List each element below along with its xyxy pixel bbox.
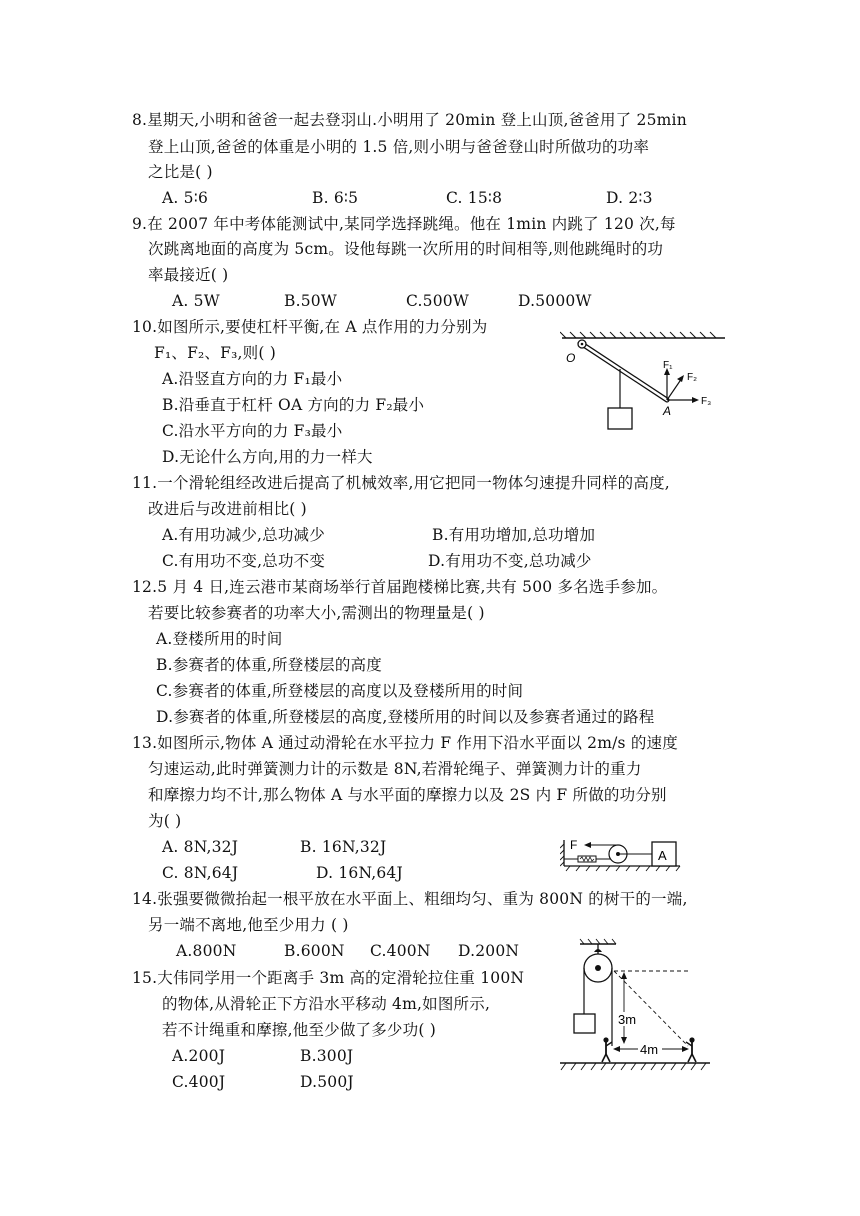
q14-line2: 另一端不离地,他至少用力 ( ) — [148, 916, 349, 934]
q9-option-d: D.5000W — [518, 292, 592, 310]
q12-option-b: B.参赛者的体重,所登楼层的高度 — [156, 656, 382, 674]
q15-option-c: C.400J — [172, 1073, 226, 1091]
q15-option-d: D.500J — [300, 1073, 354, 1091]
q15-fig-label-height: 3m — [618, 1012, 637, 1027]
q13-line2: 匀速运动,此时弹簧测力计的示数是 8N,若滑轮绳子、弹簧测力计的重力 — [148, 760, 642, 778]
q13-fig-label-f: F — [570, 838, 578, 852]
q10-option-a: A.沿竖直方向的力 F₁最小 — [162, 370, 343, 388]
q10-line2: F₁、F₂、F₃,则( ) — [154, 344, 276, 362]
q12-line2: 若要比较参赛者的功率大小,需测出的物理量是( ) — [148, 604, 485, 622]
q12-line1: 12.5 月 4 日,连云港市某商场举行首届跑楼梯比赛,共有 500 多名选手参加。 — [132, 578, 668, 596]
q15-line3: 若不计绳重和摩擦,他至少做了多少功( ) — [162, 1021, 436, 1039]
q13-option-c: C. 8N,64J — [162, 864, 239, 882]
q12-option-a: A.登楼所用的时间 — [156, 630, 283, 648]
q11-line2: 改进后与改进前相比( ) — [148, 500, 307, 518]
fixed-pulley-diagram-q15 — [560, 938, 710, 1074]
q11-line1: 11.一个滑轮组经改进后提高了机械效率,用它把同一物体匀速提升同样的高度, — [132, 474, 670, 492]
q10-option-b: B.沿垂直于杠杆 OA 方向的力 F₂最小 — [162, 396, 425, 414]
q13-line4: 为( ) — [148, 812, 182, 830]
q13-fig-label-a: A — [658, 848, 667, 863]
q12-option-d: D.参赛者的体重,所登楼层的高度,登楼所用的时间以及参赛者通过的路程 — [156, 708, 655, 726]
q15-line2: 的物体,从滑轮正下方沿水平移动 4m,如图所示, — [162, 995, 491, 1013]
q11-option-a: A.有用功减少,总功减少 — [162, 526, 325, 544]
q12-option-c: C.参赛者的体重,所登楼层的高度以及登楼所用的时间 — [156, 682, 524, 700]
q14-option-c: C.400N — [370, 942, 431, 960]
lever-label-o: O — [566, 351, 576, 365]
lever-label-f1: F₁ — [663, 360, 673, 371]
q10-line1: 10.如图所示,要使杠杆平衡,在 A 点作用的力分别为 — [132, 318, 488, 336]
q11-option-d: D.有用功不变,总功减少 — [428, 552, 592, 570]
q13-option-d: D. 16N,64J — [316, 864, 403, 882]
lever-label-f2: F₂ — [687, 372, 697, 383]
q14-line1: 14.张强要微微抬起一根平放在水平面上、粗细均匀、重为 800N 的树干的一端, — [132, 890, 688, 908]
q15-option-a: A.200J — [172, 1047, 226, 1065]
q8-option-d: D. 2∶3 — [606, 189, 653, 207]
lever-label-a: A — [663, 404, 672, 418]
q8-option-c: C. 15∶8 — [446, 189, 503, 207]
q13-line1: 13.如图所示,物体 A 通过动滑轮在水平拉力 F 作用下沿水平面以 2m/s 的速度 — [132, 734, 678, 752]
lever-diagram — [560, 330, 730, 435]
q11-option-c: C.有用功不变,总功不变 — [162, 552, 326, 570]
q10-option-c: C.沿水平方向的力 F₃最小 — [162, 422, 343, 440]
pulley-diagram-q13 — [560, 836, 686, 874]
q8-option-b: B. 6∶5 — [312, 189, 359, 207]
q14-option-d: D.200N — [458, 942, 520, 960]
q15-option-b: B.300J — [300, 1047, 354, 1065]
q10-option-d: D.无论什么方向,用的力一样大 — [162, 448, 373, 466]
q11-option-b: B.有用功增加,总功增加 — [432, 526, 596, 544]
q8-line3: 之比是( ) — [148, 163, 213, 181]
q14-option-b: B.600N — [284, 942, 345, 960]
q9-line3: 率最接近( ) — [148, 266, 229, 284]
q13-option-b: B. 16N,32J — [300, 838, 387, 856]
q9-option-a: A. 5W — [172, 292, 220, 310]
q9-line2: 次跳离地面的高度为 5cm。设他每跳一次所用的时间相等,则他跳绳时的功 — [148, 240, 664, 258]
q8-line2: 登上山顶,爸爸的体重是小明的 1.5 倍,则小明与爸爸登山时所做功的功率 — [148, 138, 650, 156]
q14-option-a: A.800N — [176, 942, 237, 960]
q13-option-a: A. 8N,32J — [162, 838, 239, 856]
q8-line1: 8.星期天,小明和爸爸一起去登羽山.小明用了 20min 登上山顶,爸爸用了 25min — [132, 111, 687, 129]
q9-option-b: B.50W — [284, 292, 337, 310]
q13-line3: 和摩擦力均不计,那么物体 A 与水平面的摩擦力以及 2S 内 F 所做的功分别 — [148, 786, 667, 804]
lever-label-f3: F₃ — [701, 396, 712, 407]
q8-option-a: A. 5∶6 — [162, 189, 209, 207]
q9-line1: 9.在 2007 年中考体能测试中,某同学选择跳绳。他在 1min 内跳了 120 次,每 — [132, 215, 676, 233]
q15-fig-label-width: 4m — [640, 1042, 659, 1057]
q15-line1: 15.大伟同学用一个距离手 3m 高的定滑轮拉住重 100N — [132, 969, 525, 987]
q9-option-c: C.500W — [406, 292, 469, 310]
